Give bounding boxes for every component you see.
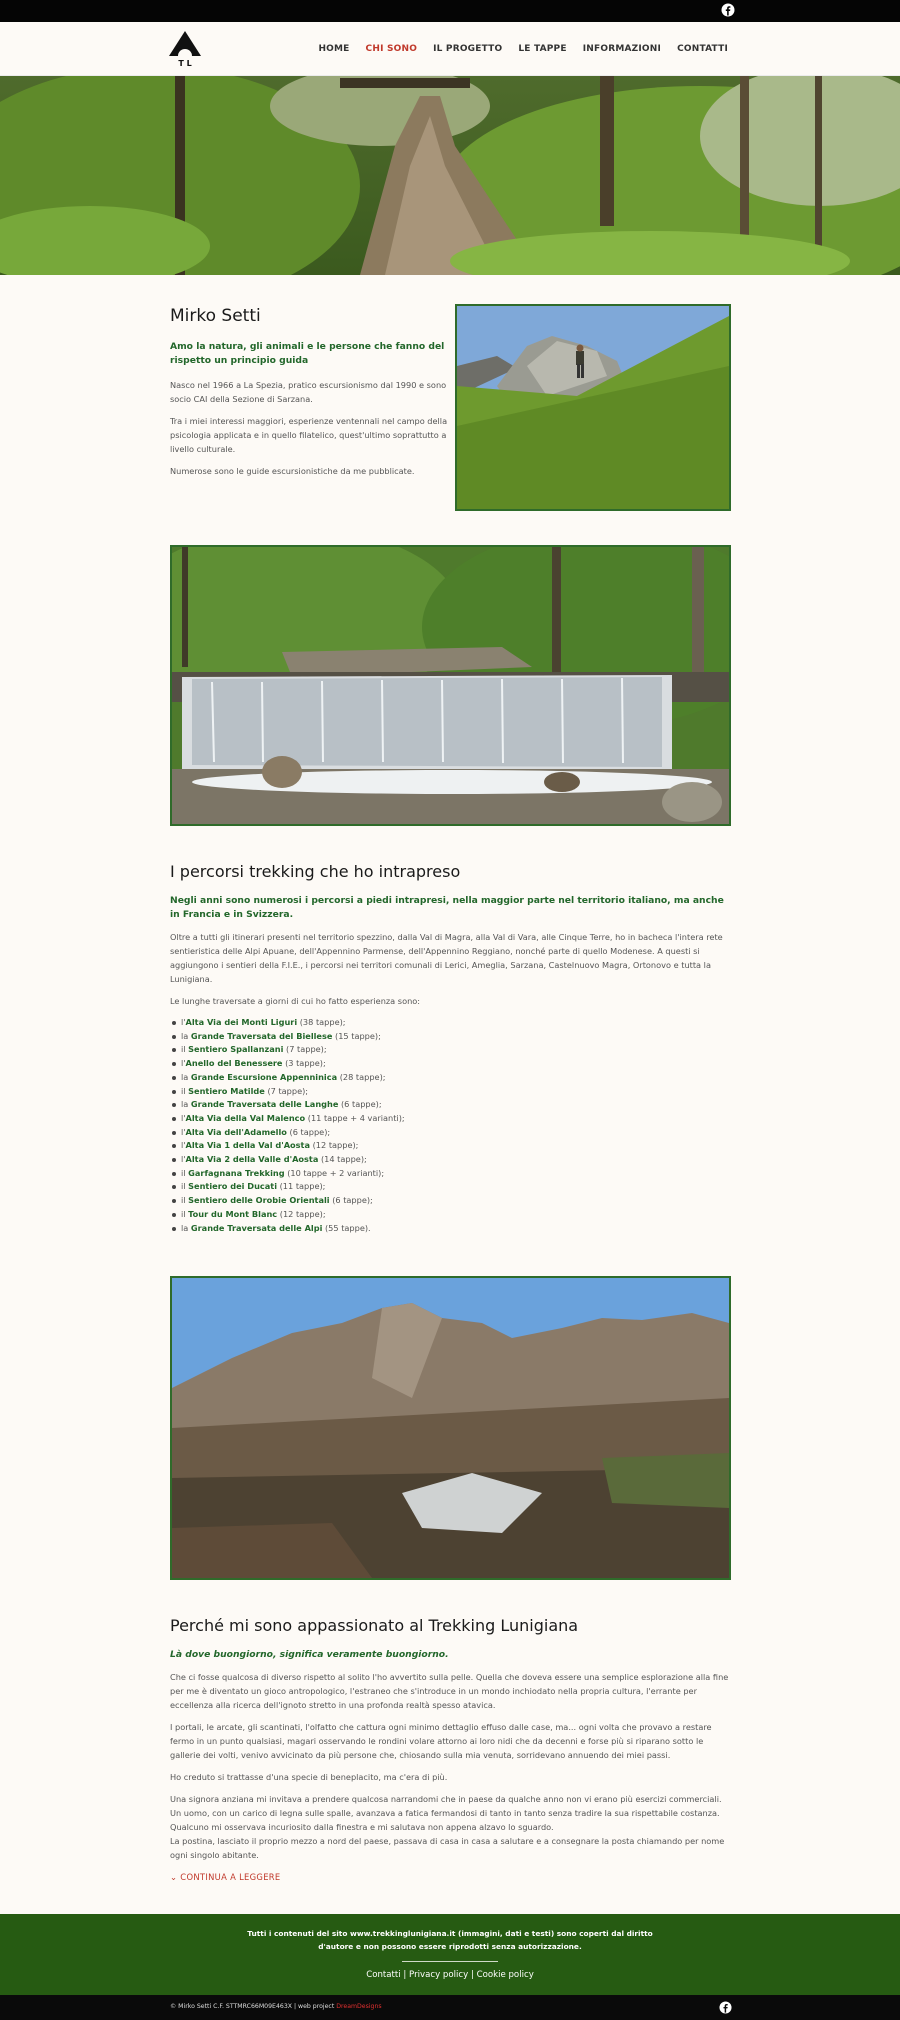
trekking-list-item: il Garfagnana Trekking (10 tappe + 2 varianti);: [170, 1167, 730, 1181]
trek-name: Garfagnana Trekking: [188, 1167, 285, 1178]
trekking-section: [170, 862, 730, 1235]
trekking-list-item: il Sentiero Matilde (7 tappe);: [170, 1085, 730, 1099]
trekking-list-item: l'Anello del Benessere (3 tappe);: [170, 1057, 730, 1071]
footer-links: Contatti | Privacy policy | Cookie policy: [366, 1970, 534, 1980]
nav-home[interactable]: HOME: [318, 44, 350, 54]
copyright-notice: Tutti i contenuti del sito www.trekkinglunigiana.it (immagini, dati e testi) sono coperti dal diritto d'autore e non possono essere riprodotti senza autorizzazione.: [247, 1929, 653, 1951]
passion-paragraph-5: La postina, lasciato il proprio mezzo a nord del paese, passava di casa in casa a salutare e a consegnare la posta chiamando per nome ogni singolo abitante.: [170, 1836, 725, 1860]
about-section: [170, 306, 460, 478]
mountain-image: [170, 1276, 731, 1580]
footer-link-contatti[interactable]: Contatti: [366, 1970, 401, 1980]
facebook-icon[interactable]: [719, 2001, 732, 2019]
facebook-icon[interactable]: [721, 3, 735, 22]
copyright-text: © Mirko Setti C.F. STTMRC66M09E463X | web project: [170, 2003, 337, 2010]
trekking-list-item: il Tour du Mont Blanc (12 tappe);: [170, 1208, 730, 1222]
nav-informazioni[interactable]: INFORMAZIONI: [582, 44, 662, 54]
about-paragraph-3: Numerose sono le guide escursionistiche da me pubblicate.: [170, 466, 415, 476]
trek-name: Grande Traversata del Biellese: [190, 1030, 333, 1041]
trekking-list-item: il Sentiero delle Orobie Orientali (6 tappe);: [170, 1194, 730, 1208]
hiker-portrait-image: [455, 304, 731, 511]
trekking-paragraph-1: Oltre a tutti gli itinerari presenti nel territorio spezzino, dalla Val di Magra, alla Val di Vara, alle Cinque Terre, ho in bacheca l'intera rete sentieristica delle Alpi Apuane, dell'Appennino Parmense, dell'Appennino Reggiano, nonché parte di quello Modenese. A questi si aggiungono i sentieri della F.I.E., i percorsi nei territori comunali di Lerici, Ameglia, Sarzana, Castelnuovo Magra, Ortonovo e tutta la Lunigiana.: [170, 932, 723, 984]
nav-contatti[interactable]: CONTATTI: [677, 44, 728, 54]
passion-paragraph-1: Che ci fosse qualcosa di diverso rispetto al solito l'ho avvertito sulla pelle. Quella che doveva essere una semplice esplorazione alla fine per me è diventato un gioco antropologico, l'estraneo che s'introduce in un mondo inchiodato nella propria cultura, l'errante per eccellenza alla ricerca dell'ignoto stretto in una profonda realtà spesso atavica.: [170, 1672, 729, 1710]
about-title: Mirko Setti: [170, 306, 261, 326]
about-paragraph-2: Tra i miei interessi maggiori, esperienze ventennali nel campo della psicologia applicata e in quello filatelico, quest'ultimo soprattutto a livello culturale.: [170, 416, 448, 454]
trek-name: Anello del Benessere: [185, 1058, 283, 1069]
trekking-list-item: l'Alta Via della Val Malenco (11 tappe + 4 varianti);: [170, 1112, 730, 1126]
credit-link[interactable]: DreamDesigns: [336, 2003, 382, 2010]
hero-forest-path-image: [0, 76, 900, 275]
chevron-down-icon: ⌄: [170, 1872, 178, 1882]
trek-name: Alta Via dell'Adamello: [185, 1126, 287, 1137]
trekking-title: I percorsi trekking che ho intrapreso: [170, 862, 461, 881]
about-paragraph-1: Nasco nel 1966 a La Spezia, pratico escursionismo dal 1990 e sono socio CAI della Sezione di Sarzana.: [170, 380, 447, 404]
trekking-paragraph-2: Le lunghe traversate a giorni di cui ho fatto esperienza sono:: [170, 996, 421, 1006]
trekking-list-item: la Grande Traversata del Biellese (15 tappe);: [170, 1030, 730, 1044]
continue-reading-link[interactable]: [170, 1872, 730, 1882]
trek-name: Sentiero delle Orobie Orientali: [188, 1195, 330, 1206]
trekking-list-item: la Grande Escursione Appenninica (28 tappe);: [170, 1071, 730, 1085]
trekking-list-item: il Sentiero Spallanzani (7 tappe);: [170, 1043, 730, 1057]
top-bar: [0, 0, 900, 22]
trek-name: Sentiero Spallanzani: [188, 1044, 284, 1055]
passion-lead: Là dove buongiorno, significa veramente buongiorno.: [170, 1649, 449, 1660]
trek-name: Grande Traversata delle Langhe: [190, 1099, 339, 1110]
trekking-list-item: l'Alta Via dell'Adamello (6 tappe);: [170, 1126, 730, 1140]
nav-chi-sono[interactable]: CHI SONO: [365, 44, 418, 54]
nav-il-progetto[interactable]: IL PROGETTO: [433, 44, 503, 54]
passion-paragraph-4: Una signora anziana mi invitava a prendere qualcosa narrandomi che in paese da qualche anno non vi erano più esercizi commerciali. Un uomo, con un carico di legna sulle spalle, avanzava a fatica fermandosi di tanto in tanto senza tradire la sua rispettabile costanza. Qualcuno mi osservava incuriosito dalla finestra e mi salutava non appena alzavo lo sguardo.: [170, 1794, 722, 1832]
footer-link-privacy[interactable]: Privacy policy: [409, 1970, 469, 1980]
trekking-list-item: la Grande Traversata delle Langhe (6 tappe);: [170, 1098, 730, 1112]
continue-reading-label: CONTINUA A LEGGERE: [180, 1872, 281, 1882]
site-header: [0, 22, 900, 76]
passion-title: Perché mi sono appassionato al Trekking Lunigiana: [170, 1616, 579, 1635]
trekking-list-item: la Grande Traversata delle Alpi (55 tappe).: [170, 1222, 730, 1236]
trek-name: Alta Via della Val Malenco: [185, 1112, 306, 1123]
trekking-lead: Negli anni sono numerosi i percorsi a piedi intrapresi, nella maggior parte nel territorio italiano, ma anche in Francia e in Svizzera.: [170, 895, 724, 920]
main-nav: [318, 44, 728, 54]
site-footer: [0, 1914, 900, 1995]
trekking-list-item: l'Alta Via 1 della Val d'Aosta (12 tappe);: [170, 1139, 730, 1153]
trek-name: Grande Traversata delle Alpi: [190, 1222, 323, 1233]
copyright-line: [170, 2003, 382, 2010]
waterfall-image: [170, 545, 731, 826]
trekking-list: [170, 1016, 730, 1235]
trek-name: Alta Via dei Monti Liguri: [185, 1017, 298, 1027]
passion-paragraph-3: Ho creduto si trattasse d'una specie di beneplacito, ma c'era di più.: [170, 1772, 448, 1782]
logo-text: T L: [178, 59, 192, 68]
nav-le-tappe[interactable]: LE TAPPE: [518, 44, 567, 54]
trek-name: Tour du Mont Blanc: [188, 1208, 278, 1219]
passion-section: [170, 1616, 730, 1882]
passion-paragraph-2: I portali, le arcate, gli scantinati, l'olfatto che cattura ogni minimo dettaglio effuso dalle case, ma... ogni volta che provavo a restare fermo in un punto qualsiasi, magari osservando le rondini volare attorno ai loro nidi che da decenni e forse più si riparano sotto le gallerie dei volti, venivo avvicinato da più persone che, chiosando sulla mia venuta, sorridevano annuendo dei miei passi.: [170, 1722, 712, 1760]
footer-divider: [402, 1961, 498, 1962]
trek-name: Sentiero Matilde: [188, 1085, 265, 1096]
bottom-bar: [0, 1995, 900, 2020]
trekking-list-item: l'Alta Via dei Monti Liguri (38 tappe);: [170, 1016, 730, 1030]
trek-name: Alta Via 2 della Valle d'Aosta: [185, 1154, 319, 1165]
site-logo[interactable]: [165, 28, 205, 68]
trek-name: Grande Escursione Appenninica: [190, 1071, 338, 1082]
trek-name: Alta Via 1 della Val d'Aosta: [185, 1140, 310, 1151]
trekking-list-item: l'Alta Via 2 della Valle d'Aosta (14 tappe);: [170, 1153, 730, 1167]
trekking-list-item: il Sentiero dei Ducati (11 tappe);: [170, 1180, 730, 1194]
trek-name: Sentiero dei Ducati: [188, 1181, 278, 1192]
about-lead: Amo la natura, gli animali e le persone che fanno del rispetto un principio guida: [170, 341, 445, 366]
footer-link-cookie[interactable]: Cookie policy: [476, 1970, 534, 1980]
